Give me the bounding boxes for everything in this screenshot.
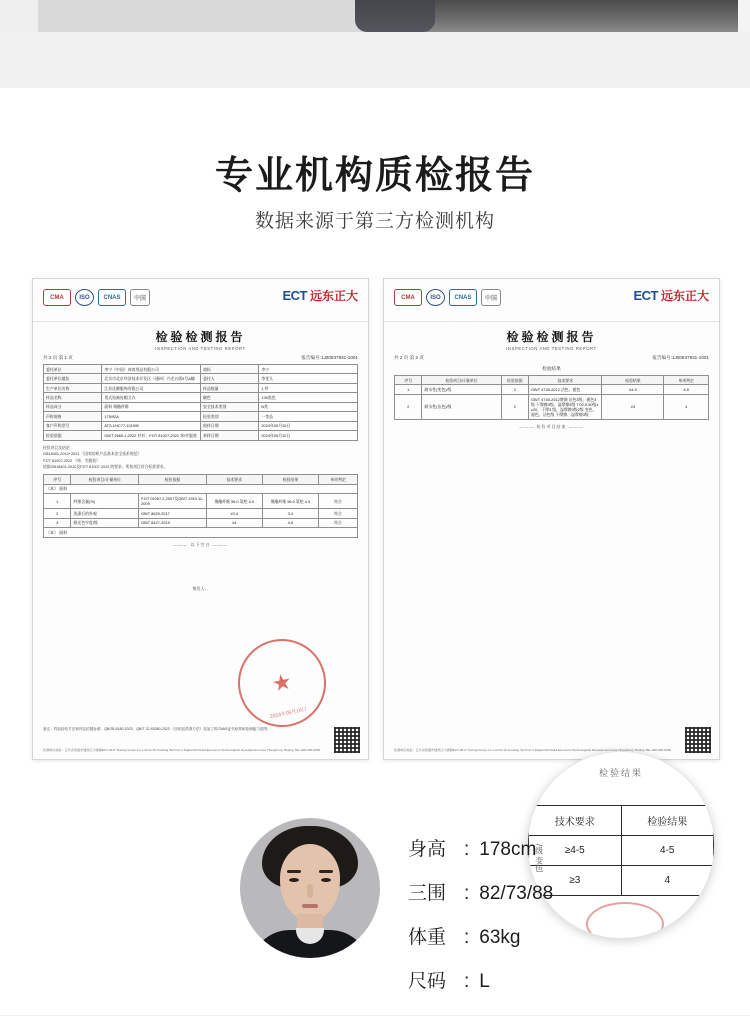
report-2-meta: [384, 351, 719, 364]
spec-colon: :: [464, 883, 470, 904]
column-header: 单项判定: [318, 475, 357, 484]
china-logo-icon: 中国: [481, 289, 501, 306]
table-row: [44, 494, 358, 509]
row-index: 2: [395, 394, 422, 419]
seal-text: 2024年05月16日: [269, 706, 308, 721]
photo-right-margin: [738, 0, 750, 32]
quality-report-panel: [0, 88, 750, 1015]
ect-wordmark: ECT: [282, 288, 307, 303]
info-value: 130黑色: [259, 393, 358, 402]
row-requirement: ≥4-5: [529, 836, 622, 866]
model-avatar: [240, 818, 380, 958]
row-result: 4: [621, 866, 714, 896]
row-result: 4-5: [262, 518, 318, 527]
info-label: 来样日期: [201, 431, 259, 440]
report-1-results-table: [43, 474, 358, 537]
spec-value: L: [479, 971, 490, 992]
report-2-end-marker: ——— 检验项目结束 ———: [519, 424, 584, 430]
report-2-title-en: INSPECTION AND TESTING REPORT: [506, 346, 597, 351]
info-label: 商标: [201, 365, 259, 374]
report-1-conclusion: [43, 445, 358, 471]
table-section-row: [44, 528, 358, 538]
table-header-row: [395, 376, 709, 385]
info-value: 面料 聚酯纤维: [102, 402, 201, 411]
ect-chinese-name: 远东正大: [660, 289, 709, 303]
column-header: 检验结果: [262, 475, 318, 484]
china-logo-icon: 中国: [130, 289, 150, 306]
table-row: [44, 383, 358, 392]
row-verdict: 符合: [318, 518, 357, 527]
model-eyebrow-right: [319, 870, 333, 873]
table-row: [44, 518, 358, 527]
spec-colon: :: [464, 971, 470, 992]
cma-logo-icon: CMA: [394, 289, 422, 306]
row-item: 洗涤后的外观: [71, 509, 139, 518]
report-2-results-caption: 检验结果: [542, 366, 561, 371]
info-value: 江苏佳腾服饰有限公司: [102, 383, 201, 392]
info-value: ATS-LHC77-1019/B: [102, 421, 201, 430]
magnifier-table: [528, 805, 714, 896]
report-1-title-en: INSPECTION AND TESTING REPORT: [155, 346, 246, 351]
column-header: 序号: [44, 475, 71, 484]
row-standard: GB/T 4745-2012 沾色、褪色: [529, 385, 602, 394]
table-row: [44, 365, 358, 374]
accreditation-logos: [43, 289, 150, 306]
hero-photo-strip: [0, 0, 750, 32]
report-1-footer-address: 检测单位地址：江苏省南通市通州区川港镇ECT-2017 Testing Group Co.,Ltd No.16 Guoding Tech No.1 Digital 5th Road,Economic Technological Development Area (Tongzhou), Beijing TEL:400-000-0000: [43, 748, 321, 753]
info-label: 委托单位地址: [44, 374, 102, 383]
row-basis: GB/T 8629-2017: [139, 509, 207, 518]
report-2-results-table: [394, 375, 709, 420]
signature-label: 签发人：: [192, 585, 209, 591]
spec-label: 尺码: [408, 971, 447, 992]
info-label: 样品名称: [44, 393, 102, 402]
table-row: [529, 836, 714, 866]
model-spec-list: [408, 840, 553, 1016]
info-label: 客户声称型号: [44, 421, 102, 430]
row-item: 耐光色牢度/级: [71, 518, 139, 527]
column-header: 检验结果: [602, 376, 664, 385]
table-header-row: [529, 806, 714, 836]
spec-colon: :: [464, 839, 470, 860]
table-row: [395, 394, 709, 419]
spec-value: 82/73/88: [479, 883, 554, 904]
info-value: 北京市北京经济技术开发区（通州）兴光五街9号A幢: [102, 374, 201, 383]
ect-chinese-name: 远东正大: [309, 289, 358, 303]
info-label: 委托人: [201, 374, 259, 383]
info-label: 声称规格: [44, 412, 102, 421]
row-verdict: 符合: [318, 509, 357, 518]
info-label: 检验类别: [201, 412, 259, 421]
row-basis: 2: [501, 385, 528, 394]
column-header: 检验依据: [501, 376, 528, 385]
row-verdict: 符合: [318, 494, 357, 509]
row-requirement: ≥4-5: [602, 385, 664, 394]
list-item: [408, 928, 553, 947]
info-label: 委托单位: [44, 365, 102, 374]
photo-model-silhouette: [355, 0, 435, 32]
iso-logo-icon: ISO: [75, 289, 94, 306]
section-gap: [0, 32, 750, 88]
magnifier-side-label: /级 变色: [534, 844, 544, 873]
row-requirement: ≥3: [602, 394, 664, 419]
row-result: 4-5: [621, 836, 714, 866]
info-value: 1 件: [259, 383, 358, 392]
row-standard: GB/T 4745-2012增测 沾色3级、褪色3级 干摩擦3级、湿摩擦3级 T'02,0.50级xc20，干摩3 级，湿摩擦3级2级 变色、褪色、沾色级 干摩擦、湿摩擦3级: [529, 394, 602, 419]
info-label: 生产单位名称: [44, 383, 102, 392]
report-page-2[interactable]: [383, 278, 720, 760]
page-subtitle: 数据来源于第三方检测机构: [254, 211, 495, 232]
column-header: 检验结果: [621, 806, 714, 836]
row-index: 2: [44, 509, 71, 518]
column-header: 单项判定: [664, 376, 709, 385]
cnas-logo-icon: CNAS: [449, 289, 477, 306]
table-row: [44, 393, 358, 402]
report-2-brand: [633, 287, 709, 304]
column-header: 技术要求: [529, 806, 622, 836]
report-1-meta: [33, 351, 368, 364]
row-result: 4-5: [664, 385, 709, 394]
iso-logo-icon: ISO: [426, 289, 445, 306]
report-2-page-label: 共 2 页 第 2 页: [394, 355, 424, 360]
report-1-footer-note: 备注：样品检验方法和判定依据参照：QB/JB 8180-2023、QB/T 32.83080-2023 《纺织品洗涤方法》及加工的CNAS证书标准和检测能力范围。: [43, 727, 271, 732]
table-section-row: [44, 484, 358, 494]
qr-code-icon: [334, 727, 360, 753]
row-requirement: 聚酯纤维 96.0 氨纶 4.0: [206, 494, 262, 509]
column-header: 检验项目/计量单位: [422, 376, 501, 385]
table-row: [529, 866, 714, 896]
report-1-signature: [43, 586, 358, 592]
info-value: GB/T 2660-1:2022 衬衫；FZ/T 81007-2022 单/夹服装: [102, 431, 201, 440]
star-icon: ★: [269, 668, 295, 697]
row-index: 1: [395, 385, 422, 394]
table-row: [395, 385, 709, 394]
info-value: 男式短袖连帽卫衣: [102, 393, 201, 402]
report-1-header: [33, 279, 368, 322]
official-seal-stamp: [230, 631, 334, 735]
table-row: [44, 421, 358, 430]
row-basis: GB/T 8427-2019: [139, 518, 207, 527]
row-requirement: ≥4: [206, 518, 262, 527]
model-nose: [307, 884, 313, 898]
model-mouth: [302, 904, 318, 908]
info-label: 安全技术类别: [201, 402, 259, 411]
list-item: [408, 972, 553, 991]
spec-label: 三围: [408, 883, 447, 904]
row-requirement: ≥3: [529, 866, 622, 896]
row-requirement: ≥3-4: [206, 509, 262, 518]
spec-label: 身高: [408, 839, 447, 860]
info-value: 2024年05月10日: [259, 421, 358, 430]
spec-label: 体重: [408, 927, 447, 948]
photo-left-margin: [0, 0, 38, 32]
spec-colon: :: [464, 927, 470, 948]
photo-backdrop-dark: [390, 0, 750, 32]
spec-value: 63kg: [479, 927, 521, 948]
info-value: 李宁: [259, 365, 358, 374]
column-header: 检验依据: [139, 475, 207, 484]
ect-wordmark: ECT: [633, 288, 658, 303]
info-value: B类: [259, 402, 358, 411]
info-label: 样品成分: [44, 402, 102, 411]
cma-logo-icon: CMA: [43, 289, 71, 306]
section-label: （本） 面料: [44, 528, 358, 538]
info-value: 175/92A: [102, 412, 201, 421]
row-item: 纤维含量(%): [71, 494, 139, 509]
column-header: 检验项目/计量单位: [71, 475, 139, 484]
magnifier-seal-fragment: [586, 902, 664, 939]
row-item: 耐水性(变色)/级: [422, 385, 501, 394]
report-1-end-marker: ——— 以下空白 ———: [173, 541, 228, 547]
report-2-report-no: 报告编号:1J00637931-1001: [652, 355, 709, 360]
spec-value: 178cm: [479, 839, 537, 860]
list-item: [408, 840, 553, 859]
section-label: （本） 面料: [44, 484, 358, 494]
row-index: 1: [44, 494, 71, 509]
report-1-report-no: 报告编号:1J00637931-1001: [301, 355, 358, 360]
info-label: 收样日期: [201, 421, 259, 430]
report-page-1[interactable]: [32, 278, 369, 760]
model-eyebrow-left: [287, 870, 301, 873]
table-row: [44, 412, 358, 421]
row-result: 聚酯纤维 96.0 氨纶 4.0: [262, 494, 318, 509]
qr-code-icon: [685, 727, 711, 753]
conclusion-line: GB18401-2010+2021 《国家纺织产品基本安全技术规范》: [43, 452, 142, 457]
info-label: 检验依据: [44, 431, 102, 440]
table-row: [44, 402, 358, 411]
table-header-row: [44, 475, 358, 484]
row-item: 耐水性(沾色)/级: [422, 394, 501, 419]
info-value: 2024年05月10日: [259, 431, 358, 440]
info-label: 样品数量: [201, 383, 259, 392]
column-header: 技术要求: [206, 475, 262, 484]
conclusion-line: 依据GB18401-2010及FZ/T 81007-2022 的要求，所检项目符合标准要求。: [43, 464, 168, 469]
report-2-header: [384, 279, 719, 322]
cnas-logo-icon: CNAS: [98, 289, 126, 306]
column-header: 技术要求: [529, 376, 602, 385]
photo-backdrop-light: [38, 0, 390, 32]
report-1-page-label: 共 2 页 第 1 页: [43, 355, 73, 360]
page-title: 专业机构质检报告: [214, 155, 535, 197]
report-1-brand: [282, 287, 358, 304]
info-value: 一等品: [259, 412, 358, 421]
magnifier-title: 检验结果: [598, 768, 643, 778]
info-label: 颜色: [201, 393, 259, 402]
conclusion-line: FZ/T 81007-2022 《单、夹服装》: [43, 458, 100, 463]
list-item: [408, 884, 553, 903]
row-basis: 2: [501, 394, 528, 419]
row-basis: FZ/T 01057.2-2007及GB/T 2910.11-2009: [139, 494, 207, 509]
report-1-info-table: [43, 364, 358, 441]
info-value: 李宁（中国）体育用品有限公司: [102, 365, 201, 374]
model-eye-left: [289, 878, 299, 882]
model-eye-right: [321, 878, 331, 882]
column-header: 序号: [395, 376, 422, 385]
table-row: [44, 374, 358, 383]
report-1-title: 检验检测报告: [155, 330, 246, 344]
report-2-footer-address: 检测单位地址：江苏省南通市通州区川港镇ECT-2017 Testing Group Co.,Ltd No.16 Guoding Tech No.1 Digital 5th Road,Economic Technological Development Area (Tongzhou), Beijing TEL:400-000-0000: [394, 748, 672, 753]
table-row: [44, 509, 358, 518]
row-result: 4: [664, 394, 709, 419]
info-value: 李雯儿: [259, 374, 358, 383]
row-index: 3: [44, 518, 71, 527]
report-2-title: 检验检测报告: [506, 330, 597, 344]
accreditation-logos: [394, 289, 501, 306]
conclusion-line: 检验项目及结论：: [43, 445, 74, 450]
model-face: [280, 844, 340, 920]
magnifier-zoom-circle: [527, 751, 715, 939]
table-row: [44, 431, 358, 440]
row-result: 3-4: [262, 509, 318, 518]
